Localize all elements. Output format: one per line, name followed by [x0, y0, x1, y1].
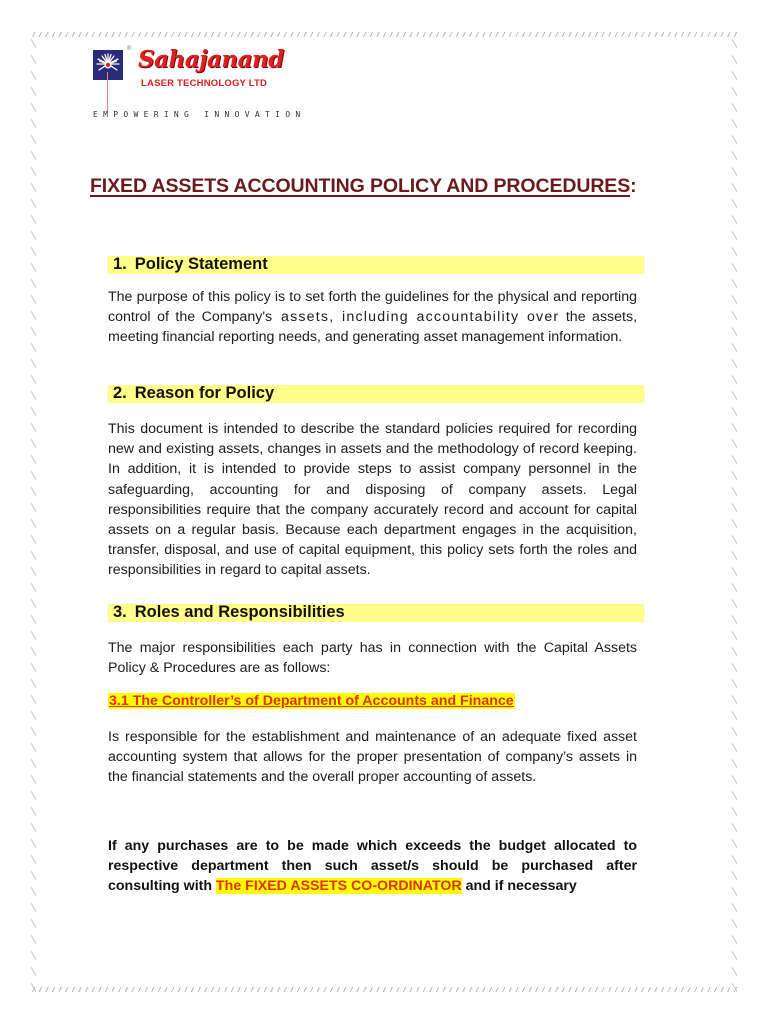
paragraph-text: The purpose of this policy is to set forth the guidelines for the physical and reporting control of the Company	[108, 289, 637, 326]
section-2-heading	[113, 384, 274, 403]
section-title: Roles and Responsibilities	[134, 603, 345, 621]
fixed-assets-coordinator-highlight: The FIXED ASSETS CO-ORDINATOR	[215, 878, 462, 895]
paragraph-text: company’s	[505, 749, 574, 766]
note-text: If any purchases are to be made which exceeds the budget allocated to respective department then such asset/s should be purchased after consulting with	[108, 838, 637, 895]
sunburst-logo-icon	[93, 50, 123, 80]
paragraph-text: Is responsible for the establishment and maintenance of an adequate fixed asset accounting system that allows for the proper presentation of	[108, 729, 637, 766]
paragraph-text: the assets, meeting financial reporting needs, and generating asset management information.	[108, 309, 638, 346]
registered-mark: ®	[127, 46, 132, 52]
company-name: Sahajanand	[138, 46, 284, 73]
company-subtitle: LASER TECHNOLOGY LTD	[141, 78, 268, 89]
paragraph-text: assets in the financial statements and the overall proper accounting of assets.	[108, 749, 637, 786]
subsection-3-1-heading: 3.1 The Controller’s of Department of Accounts and Finance	[109, 693, 514, 709]
section-title: Policy Statement	[134, 255, 268, 273]
document-title-colon: :	[630, 175, 637, 197]
section-3-heading	[113, 603, 345, 622]
border-right	[732, 32, 737, 992]
border-top	[31, 32, 737, 37]
section-number: 2.	[113, 384, 127, 402]
section-1-paragraph	[108, 287, 637, 348]
section-1-heading	[113, 255, 268, 274]
paragraph-text-spaced: s assets, including accountability over	[265, 309, 560, 326]
section-title: Reason for Policy	[134, 384, 275, 402]
company-tagline: EMPOWERING INNOVATION	[93, 110, 306, 119]
subsection-3-1-paragraph	[108, 727, 637, 788]
border-left	[31, 32, 36, 992]
section-number: 3.	[113, 603, 127, 621]
purchase-note-paragraph	[108, 836, 637, 897]
section-number: 1.	[113, 255, 127, 273]
document-title-text: FIXED ASSETS ACCOUNTING POLICY AND PROCEDURES	[90, 175, 631, 197]
note-text: and if necessary	[461, 878, 577, 895]
paragraph-apostrophe: '	[262, 309, 266, 326]
border-bottom	[31, 987, 737, 992]
section-3-paragraph: The major responsibilities each party has in connection with the Capital Assets Policy & Procedures are as follows:	[108, 640, 637, 677]
document-title	[90, 175, 637, 198]
logo-beam-line	[107, 72, 108, 112]
section-2-paragraph: This document is intended to describe the standard policies required for recording new and existing assets, changes in assets and the methodology of record keeping. In addition, it is intended to provide steps to assist company personnel in the safeguarding, accounting for and disposing of company assets. Legal responsibilities require that the company accurately record and account for capital assets on a regular basis. Because each department engages in the acquisition, transfer, disposal, and use of capital equipment, this policy sets forth the roles and responsibilities in regard to capital assets.	[108, 421, 637, 579]
company-logo	[93, 46, 306, 123]
